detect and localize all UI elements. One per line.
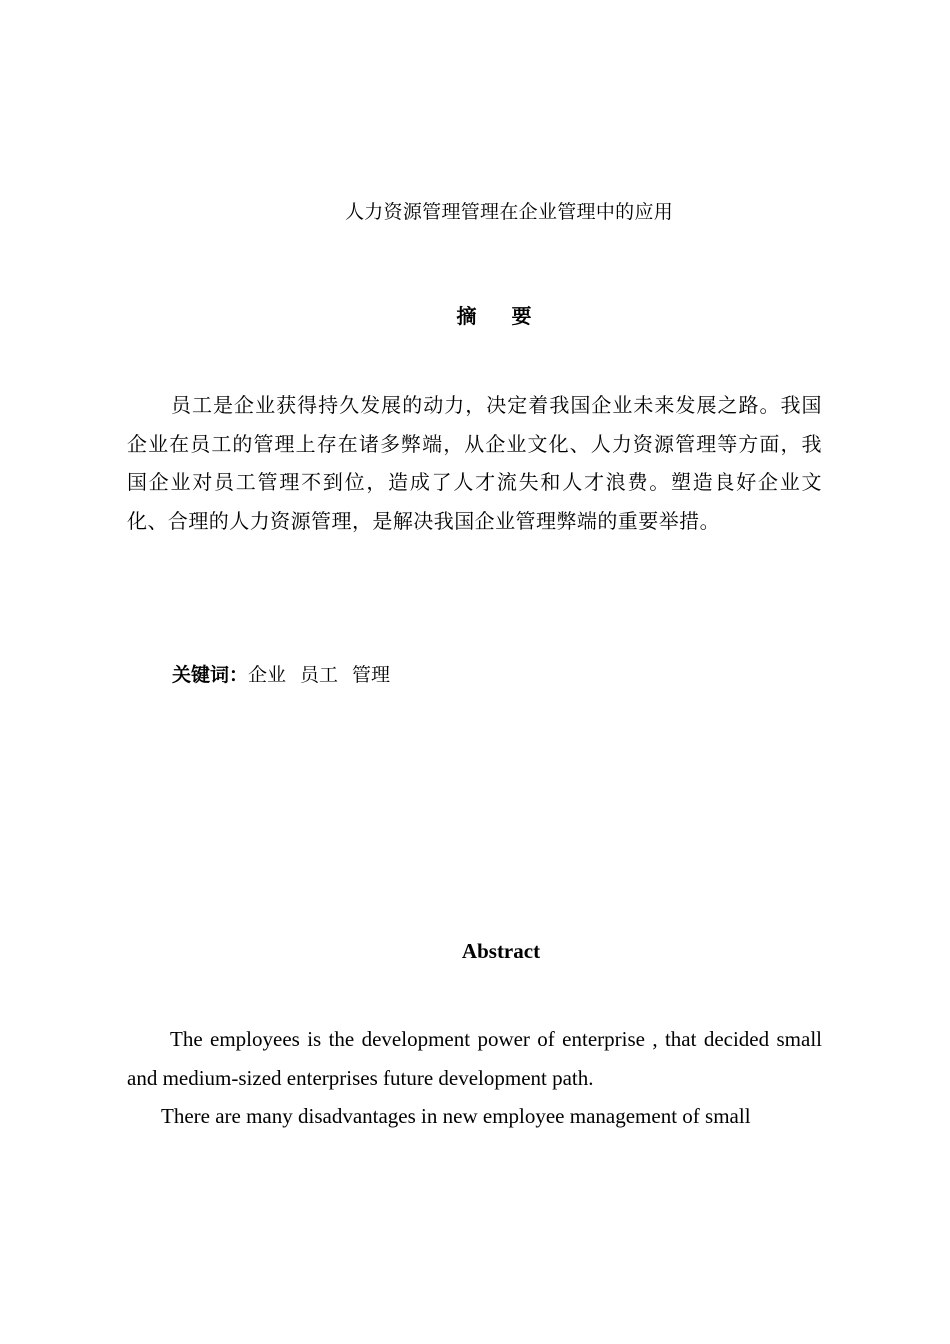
keyword-item: 企业 <box>248 664 287 686</box>
keyword-item: 员工 <box>300 664 339 686</box>
chinese-abstract-body: 员工是企业获得持久发展的动力，决定着我国企业未来发展之路。我国企业在员工的管理上存在诸多弊端，从企业文化、人力资源管理等方面，我国企业对员工管理不到位，造成了人才流失和人才浪费。塑造良好企业文化、合理的人力资源管理，是解决我国企业管理弊端的重要举措。 <box>127 393 822 533</box>
english-abstract-paragraph: There are many disadvantages in new employee management of small <box>161 1104 751 1128</box>
keyword-item: 管理 <box>352 664 391 686</box>
english-abstract-paragraph: The employees is the development power of enterprise , that decided small and medium-sized enterprises future development path. <box>127 1027 822 1090</box>
keywords-line <box>172 660 404 690</box>
paper-title: 人力资源管理管理在企业管理中的应用 <box>344 201 674 223</box>
keywords-label: 关键词： <box>172 664 249 686</box>
chinese-abstract-heading: 摘 要 <box>456 304 546 328</box>
english-abstract-heading: Abstract <box>461 939 541 963</box>
